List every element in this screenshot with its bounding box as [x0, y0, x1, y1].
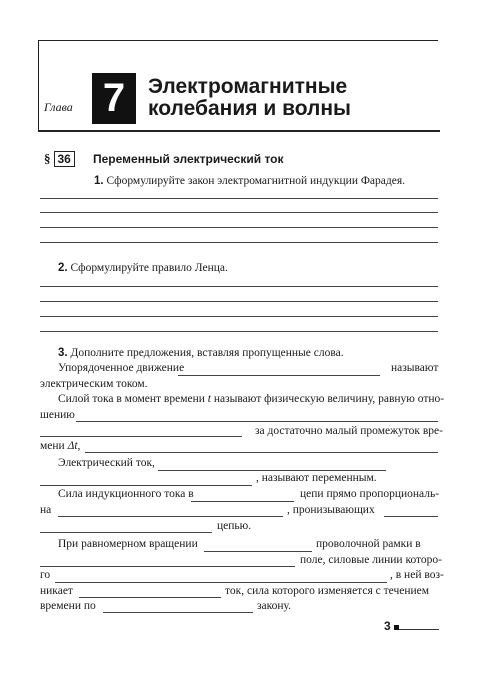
answer-line[interactable] [40, 301, 438, 302]
fill-blank[interactable] [40, 436, 242, 437]
chapter-title-line-2: колебания и волны [148, 97, 351, 120]
chapter-title-rule [38, 130, 440, 132]
answer-line[interactable] [40, 286, 438, 287]
chapter-title-line-1: Электромагнитные [148, 75, 348, 98]
answer-line[interactable] [40, 227, 438, 228]
sentence-2-variable-t: t [207, 393, 211, 405]
fill-blank[interactable] [58, 516, 283, 517]
fill-blank[interactable] [103, 612, 253, 613]
section-title: Переменный электрический ток [93, 152, 284, 166]
sentence-2-delta-t: Δt, [67, 440, 81, 452]
sentence-5-word: го [40, 569, 51, 581]
fill-blank[interactable] [40, 485, 252, 486]
sentence-5-cont: поле, силовые линии которо- [300, 554, 443, 566]
page-number: 3 [384, 619, 391, 633]
fill-blank[interactable] [79, 597, 221, 598]
sentence-1-start: Упорядоченное движение [58, 362, 185, 374]
fill-blank[interactable] [158, 470, 386, 471]
sentence-2-word-2: мени [40, 440, 65, 452]
sentence-3-start: Электрический ток, [58, 457, 155, 469]
answer-line[interactable] [40, 316, 438, 317]
fill-blank[interactable] [178, 375, 380, 376]
fill-blank[interactable] [40, 566, 295, 567]
question-3-number: 3. [58, 347, 68, 359]
question-2 [58, 262, 228, 274]
question-3 [58, 347, 344, 359]
sentence-4-end: цепью. [217, 520, 252, 532]
fill-blank[interactable] [384, 516, 438, 517]
sentence-5-end: закону. [257, 600, 292, 612]
sentence-5-cont-3: ток, сила которого изменяется с течением [225, 585, 430, 597]
question-1-text: Сформулируйте закон электромагнитной индукции Фарадея. [106, 175, 406, 187]
answer-line[interactable] [40, 212, 438, 213]
answer-line[interactable] [40, 331, 438, 332]
chapter-title [148, 76, 351, 120]
fill-blank[interactable] [191, 501, 294, 502]
sentence-2-line-1 [58, 393, 444, 405]
sentence-5-word-2: никает [40, 585, 73, 597]
sentence-2-word: шению [40, 409, 75, 421]
section-number: 36 [54, 151, 75, 167]
fill-blank[interactable] [85, 452, 438, 453]
sentence-5-start: При равномерном вращении [58, 538, 198, 550]
chapter-label: Глава [44, 100, 73, 114]
sentence-4-word: на [40, 504, 52, 516]
sentence-1-mid: называют [391, 362, 439, 374]
fill-blank[interactable] [204, 551, 312, 552]
sentence-4-start: Сила индукционного тока в [58, 488, 194, 500]
sentence-5-word-3: времени по [40, 600, 96, 612]
sentence-5-cont-2: , в ней воз- [390, 569, 444, 581]
section-sign: § [44, 151, 51, 166]
sentence-2-cont-2: за достаточно малый промежуток вре- [255, 425, 443, 437]
answer-line[interactable] [40, 242, 438, 243]
question-2-text: Сформулируйте правило Ленца. [70, 262, 228, 274]
question-3-text: Дополните предложения, вставляя пропущенные слова. [70, 347, 344, 359]
sentence-5-mid: проволочной рамки в [316, 538, 421, 550]
sentence-3-end: , называют переменным. [256, 472, 377, 484]
section-mark [44, 151, 75, 167]
sentence-2-cont: называют физическую величину, равную отно- [213, 393, 445, 405]
sentence-4-cont: , пронизывающих [287, 504, 375, 516]
sentence-1-end: электрическим током. [40, 378, 148, 390]
sentence-4-mid: цепи прямо пропорциональ- [300, 488, 440, 500]
header-frame-top [38, 40, 438, 41]
question-1-number: 1. [94, 175, 104, 187]
question-1 [94, 175, 405, 187]
page-number-rule [399, 629, 439, 630]
question-2-number: 2. [58, 262, 68, 274]
header-frame-left [38, 40, 39, 130]
answer-line[interactable] [40, 198, 438, 199]
sentence-2-line-3 [40, 440, 80, 452]
sentence-2-start: Силой тока в момент времени [58, 393, 205, 405]
fill-blank[interactable] [55, 582, 387, 583]
fill-blank[interactable] [76, 421, 438, 422]
chapter-number-badge: 7 [92, 73, 136, 124]
fill-blank[interactable] [40, 532, 212, 533]
